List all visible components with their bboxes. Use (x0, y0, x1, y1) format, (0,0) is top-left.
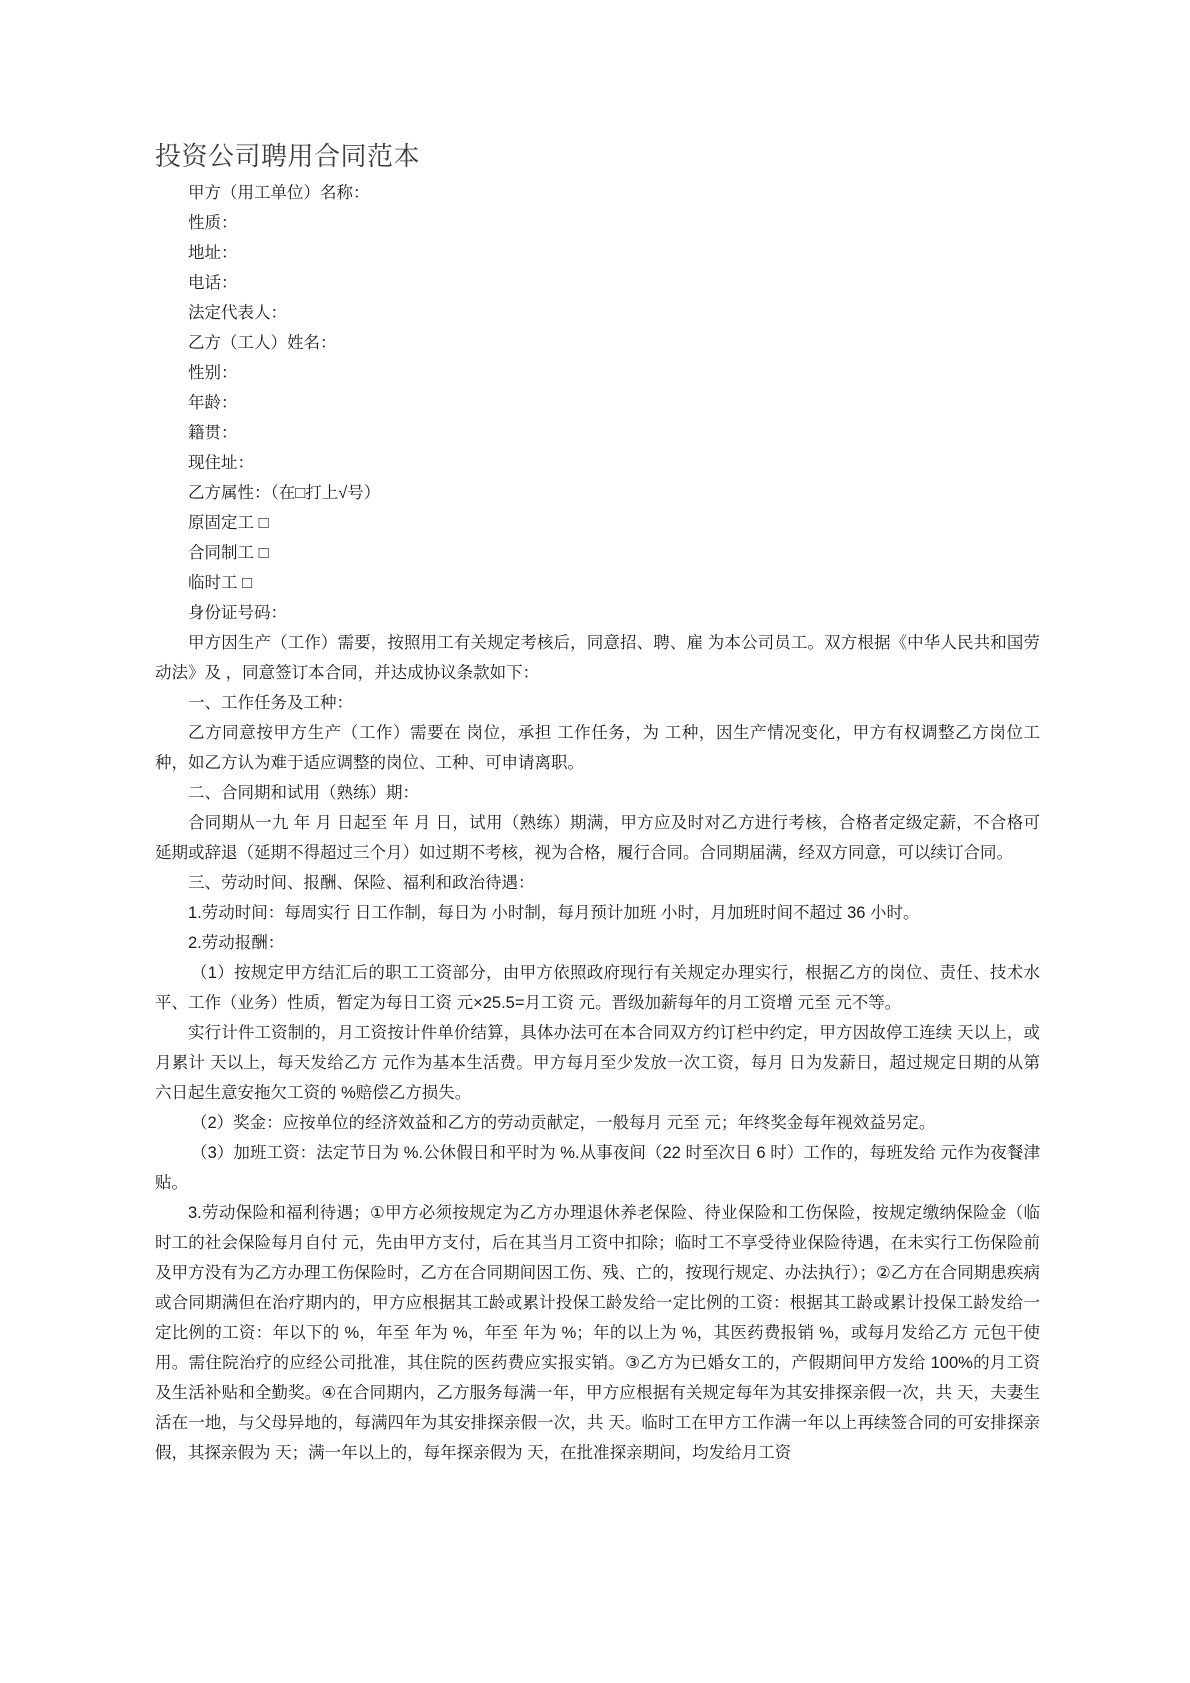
checkbox-option-temporary-worker[interactable]: 临时工 □ (188, 574, 253, 592)
paragraph-insurance-welfare: 3.劳动保险和福利待遇；①甲方必须按规定为乙方办理退休养老保险、待业保险和工伤保险，按规定缴纳保险金（临时工的社会保险每月自付 元，先由甲方支付，后在其当月工资中扣除；临时工不享受待业保险待遇，在未实行工伤保险前及甲方没有为乙方办理工伤保险时，乙方在合同期间因工伤、残、亡的，按现行规定、办法执行）；②乙方在合同期患疾病或合同期满但在治疗期内的，甲方应根据其工龄或累计投保工龄发给一定比例的工资：根据其工龄或累计投保工龄发给一定比例的工资：年以下的 %，年至 年为 %，年至 年为 %；年的以上为 %，其医药费报销 %，或每月发给乙方 元包干使用。需住院治疗的应经公司批准，其住院的医药费应实报实销。③乙方为已婚女工的，产假期间甲方发给 100%的月工资及生活补贴和全勤奖。④在合同期内，乙方服务每满一年，甲方应根据有关规定每年为其安排探亲假一次，共 天，夫妻生活在一地，与父母异地的，每满四年为其安排探亲假一次，共 天。临时工在甲方工作满一年以上再续签合同的可安排探亲假，其探亲假为 天；满一年以上的，每年探亲假为 天，在批准探亲期间，均发给月工资 (155, 1204, 1040, 1462)
field-current-address: 现住址： (188, 454, 254, 472)
checkbox-option-permanent-worker[interactable]: 原固定工 □ (188, 514, 269, 532)
section-heading-work-task: 一、工作任务及工种： (188, 694, 353, 712)
field-id-number: 身份证号码： (188, 604, 287, 622)
checkbox-option-contract-worker[interactable]: 合同制工 □ (188, 544, 269, 562)
paragraph-preamble: 甲方因生产（工作）需要，按照用工有关规定考核后，同意招、聘、雇 为本公司员工。双方根据《中华人民共和国劳动法》及 ，同意签订本合同，并达成协议条款如下： (155, 634, 1040, 682)
paragraph-overtime-clause-3: （3）加班工资：法定节日为 %.公休假日和平时为 %.从事夜间（22 时至次日 6 时）工作的，每班发给 元作为夜餐津贴。 (155, 1144, 1040, 1192)
field-native-place: 籍贯： (188, 424, 238, 442)
paragraph-working-hours: 1.劳动时间：每周实行 日工作制，每日为 小时制，每月预计加班 小时，月加班时间不超过 36 小时。 (188, 904, 920, 922)
paragraph-contract-period: 合同期从一九 年 月 日起至 年 月 日，试用（熟练）期满，甲方应及时对乙方进行考核，合格者定级定薪，不合格可延期或辞退（延期不得超过三个月）如过期不考核，视为合格，履行合同。合同期届满，经双方同意，可以续订合同。 (155, 814, 1040, 862)
paragraph-piece-rate-wage: 实行计件工资制的，月工资按计件单价结算，具体办法可在本合同双方约订栏中约定，甲方因故停工连续 天以上，或月累计 天以上，每天发给乙方 元作为基本生活费。甲方每月至少发放一次工资，每月 日为发薪日，超过规定日期的从第六日起生意安拖欠工资的 %赔偿乙方损失。 (155, 1024, 1040, 1102)
section-heading-labor-terms: 三、劳动时间、报酬、保险、福利和政治待遇： (188, 874, 535, 892)
page-title: 投资公司聘用合同范本 (155, 142, 421, 171)
field-legal-rep: 法定代表人： (188, 304, 287, 322)
paragraph-bonus-clause-2: （2）奖金：应按单位的经济效益和乙方的劳动贡献定，一般每月 元至 元；年终奖金每年视效益另定。 (191, 1114, 936, 1132)
field-nature: 性质： (188, 214, 238, 232)
field-party-b-name: 乙方（工人）姓名： (188, 334, 337, 352)
section-heading-contract-period: 二、合同期和试用（熟练）期： (188, 784, 419, 802)
field-age: 年龄： (188, 394, 238, 412)
field-party-a-name: 甲方（用工单位）名称： (188, 184, 370, 202)
paragraph-work-task: 乙方同意按甲方生产（工作）需要在 岗位，承担 工作任务，为 工种，因生产情况变化，甲方有权调整乙方岗位工种，如乙方认为难于适应调整的岗位、工种、可申请离职。 (155, 724, 1040, 772)
paragraph-wage-clause-1: （1）按规定甲方结汇后的职工工资部分，由甲方依照政府现行有关规定办理实行，根据乙方的岗位、责任、技术水平、工作（业务）性质，暂定为每日工资 元×25.5=月工资 元。晋级加薪每年的月工资增 元至 元不等。 (155, 964, 1040, 1012)
field-address: 地址： (188, 244, 238, 262)
document-body (155, 178, 1040, 1468)
party-b-attribute-line: 乙方属性：（在□打上√号） (188, 484, 381, 502)
subsection-heading-compensation: 2.劳动报酬： (188, 934, 285, 952)
field-gender: 性别： (188, 364, 238, 382)
field-phone: 电话： (188, 274, 238, 292)
